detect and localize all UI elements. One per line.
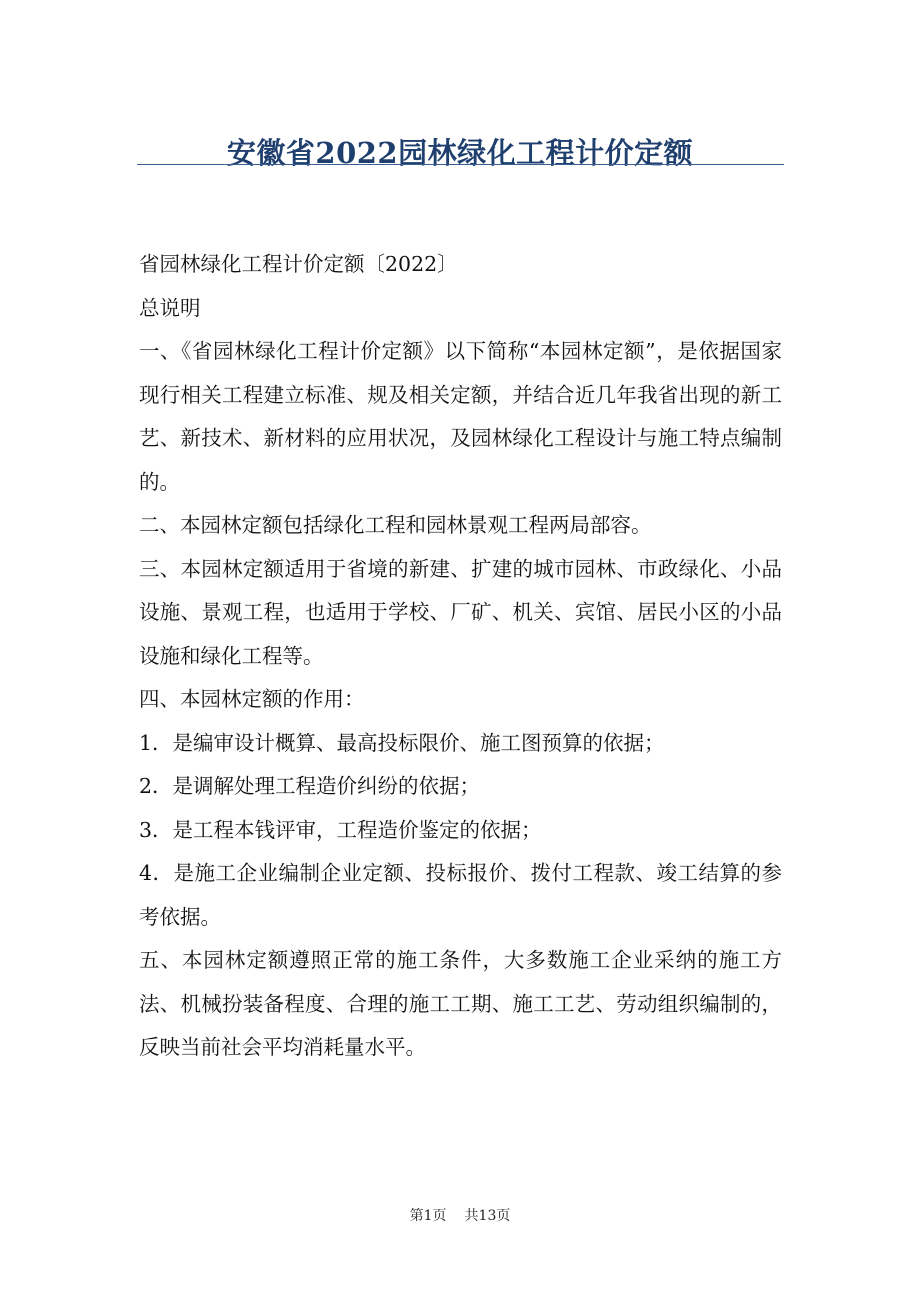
page-footer — [0, 1206, 920, 1226]
list-item-4-3: 3．是工程本钱评审，工程造价鉴定的依据； — [139, 817, 542, 842]
page-number: 第1页 — [409, 1208, 447, 1224]
list-item-4-4: 4．是施工企业编制企业定额、投标报价、拨付工程款、竣工结算的参考依据。 — [139, 861, 782, 929]
paragraph-item-1: 一、《省园林绿化工程计价定额》以下简称“本园林定额”，是依据国家现行相关工程建立标准、规及相关定额，并结合近几年我省出现的新工艺、新技术、新材料的应用状况，及园林绿化工程设计与施工特点编制的。 — [139, 339, 782, 494]
paragraph-heading: 总说明 — [139, 295, 201, 320]
paragraph-subtitle: 省园林绿化工程计价定额〔2022〕 — [139, 252, 458, 276]
list-item-4-1: 1．是编审设计概算、最高投标限价、施工图预算的依据； — [139, 730, 665, 755]
page-total: 共13页 — [464, 1208, 511, 1224]
document-title: 安徽省2022园林绿化工程计价定额 — [226, 136, 694, 171]
paragraph-item-2: 二、本园林定额包括绿化工程和园林景观工程两局部容。 — [139, 513, 652, 537]
paragraph-item-4: 四、本园林定额的作用： — [139, 687, 365, 711]
paragraph-item-5: 五、本园林定额遵照正常的施工条件，大多数施工企业采纳的施工方法、机械扮装备程度、合理的施工工期、施工工艺、劳动组织编制的，反映当前社会平均消耗量水平。 — [139, 948, 782, 1059]
paragraph-item-3: 三、本园林定额适用于省境的新建、扩建的城市园林、市政绿化、小品设施、景观工程，也适用于学校、厂矿、机关、宾馆、居民小区的小品设施和绿化工程等。 — [139, 556, 782, 668]
list-item-4-2: 2．是调解处理工程造价纠纷的依据； — [139, 774, 481, 798]
title-underline — [137, 164, 784, 165]
document-body — [139, 243, 782, 1070]
